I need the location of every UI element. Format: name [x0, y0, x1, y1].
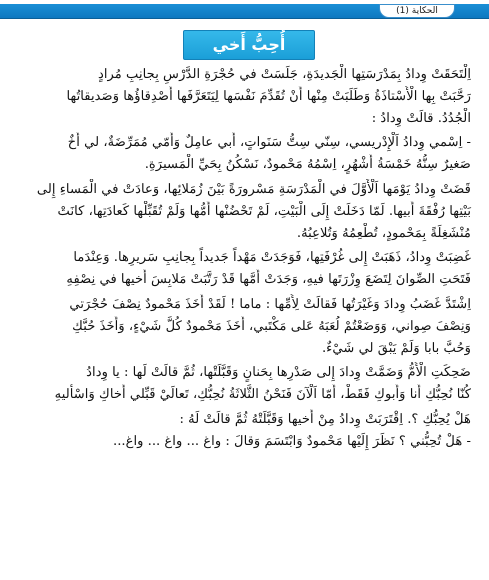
- story-line: اِلْتَحَقَتْ وِدادُ بِمَدْرَسَتِها الْجَديدَةِ، جَلَسَتْ في حُجْرَةِ الدَّرْسِ بِجانِبِ مُرادٍ: [97, 67, 471, 82]
- story-line: هَلْ يُحِبُّكِ ؟. اِقْتَرَبَتْ وِدادُ مِنْ أَخيها وَقَبَّلَتْهُ ثُمَّ قالَتْ لَهُ :: [179, 411, 471, 427]
- story-line: وَنِصْفَ صِواني، وَوَضَعْتُمْ لُعَبَهُ عَلى مَكْتَبي، أَخَذَ مَحْمودٌ كُلَّ شَيْءٍ، وَأَخَذَ حُبَّكِ: [72, 318, 471, 334]
- story-line: غَضِبَتْ وِدادُ، ذَهَبَتْ إِلى غُرْفَتِها، فَوَجَدَتْ مَهْداً جَديداً بِجانِبِ سَريرِها. وَعِنْدَما: [73, 250, 471, 266]
- story-line: قَضَتْ وِدادُ يَوْمَها اَلْأَوَّلَ في الْمَدْرَسَةِ مَسْرورَةً بَيْنَ زُمَلائِها، وَعادَتْ في الْمَساءِ إِلى: [36, 181, 471, 197]
- story-line: ضَحِكَتِ الْأُمُّ وَضَمَّتْ وِدادَ إِلى صَدْرِها بِحَنانٍ وَقَبَّلَتْها، ثُمَّ قالَتْ لَها : يا وِدادُ: [86, 365, 471, 381]
- story-line: بَيْتِها رُفْقَةَ أَبيها. لَمّا دَخَلَتْ إِلَى الْبَيْتِ، لَمْ تَحْضُنْها أُمُّها وَلَمْ تُقَبِّلْها كَعادَتِها، كانَتْ: [57, 203, 471, 219]
- story-line: وَحُبَّ بابا وَلَمْ يَبْقَ لي شَيْءٌ.: [321, 340, 471, 356]
- story-line: مُنْشَغِلَةً بِمَحْمودٍ، تُطْعِمُهُ وَتُلاعِبُهُ.: [296, 225, 471, 241]
- story-line: كُنّا نُحِبُّكِ أَنا وَأَبوكِ فَقَطْ، أَمّا اَلْآنَ فَنَحْنُ الثَّلاثَةُ نُحِبُّكِ، تَعالَيْ قَبِّلي أَخاكِ وَاسْأَليهِ: [54, 387, 471, 403]
- story-line: فَتَحَتِ الصِّوانَ لِتَضَعَ وِزْرَتَها فيهِ، وَجَدَتْ أُمَّها قَدْ رَتَّبَتْ مَلابِسَ أَخيها في نِصْفِهِ: [66, 272, 471, 288]
- story-text: [0, 64, 489, 453]
- story-line: اِشْتَدَّ غَضَبُ وِدادَ وَغَيْرَتُها فَقالَتْ لِأُمِّها : ماما ! لَقَدْ أَخَذَ مَحْمودٌ نِصْفَ حُجْرَتي: [69, 296, 471, 312]
- story-line: - اِسْمي وِدادُ اَلْإِدْريسي، سِنّي سِتُّ سَنَواتٍ، أَبي عامِلٌ وَأُمّي مُمَرِّضَةٌ، لي أَخٌ: [67, 135, 471, 151]
- story-number-tab: الحكاية (1): [379, 4, 455, 18]
- story-line: صَغيرٌ سِنُّهُ خَمْسَةُ أَشْهُرٍ، اِسْمُهُ مَحْمودٌ، نَسْكُنُ بِحَيِّ الْمَسيرَةِ.: [144, 157, 471, 173]
- story-line: الْجُدُدُ. قالَتْ وِدادُ :: [371, 110, 471, 126]
- story-line: رَحَّبَتْ بِها الْأُسْتاذَةُ وَطَلَبَتْ مِنْها أَنْ تُقَدِّمَ نَفْسَها لِيَتَعَرَّفَها أَصْدِقاؤُها وَصَديقاتُها: [66, 88, 471, 104]
- story-title: أُحِبُّ أَخي: [183, 30, 315, 60]
- story-line: - هَلْ تُحِبُّني ؟ نَظَرَ إِلَيْها مَحْمودٌ وَابْتَسَمَ وَقالَ : واغ ... واغ ... واغ...: [113, 433, 471, 449]
